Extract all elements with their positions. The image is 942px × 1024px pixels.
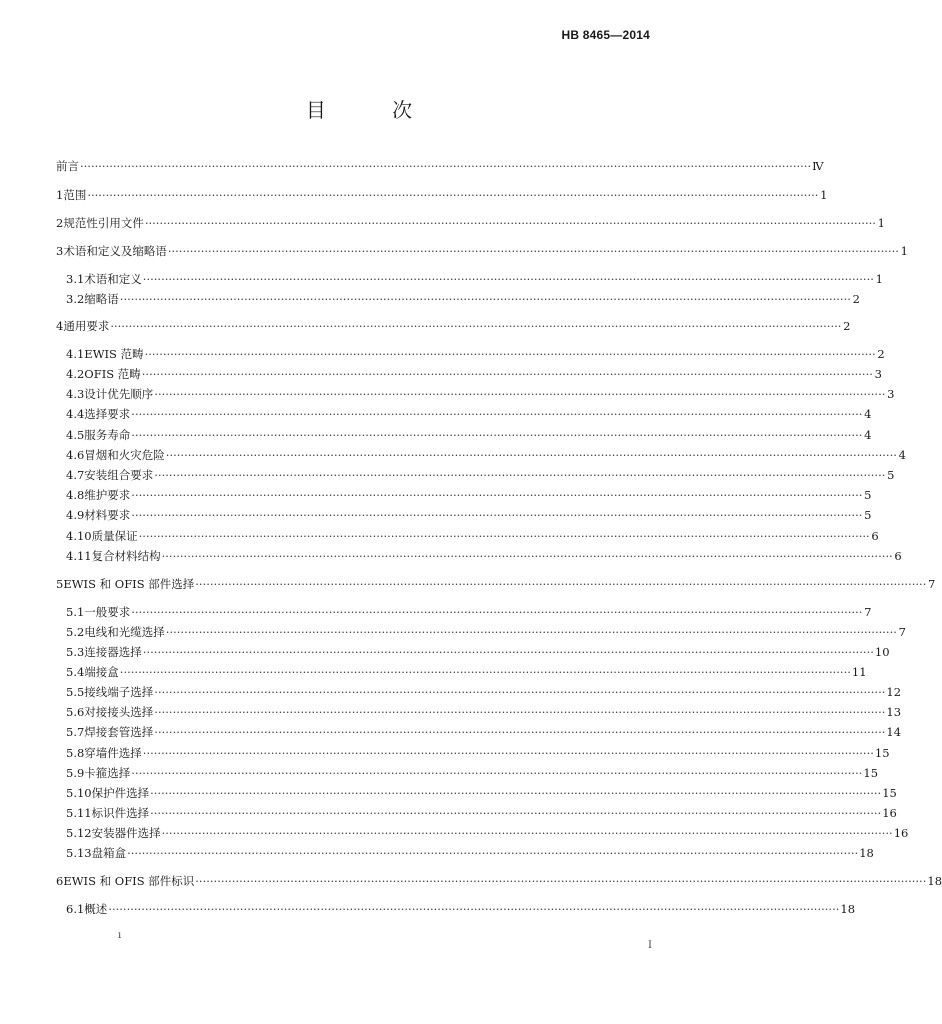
toc-entry-label: 范围	[63, 188, 87, 202]
toc-entry-label: 缩略语	[84, 292, 119, 306]
toc-entry-number: 5.13	[66, 846, 92, 860]
toc-entry-number: 4.4	[66, 407, 85, 421]
toc-entry-label: 术语和定义及缩略语	[63, 244, 167, 258]
toc-entry-label: 材料要求	[84, 508, 131, 522]
dot-leader: ········································································································································································································	[141, 367, 873, 381]
toc-entry[interactable]	[66, 844, 874, 862]
toc-entry[interactable]	[66, 744, 890, 762]
dot-leader: ········································································································································································································	[108, 902, 840, 916]
toc-entry-number: 3.2	[66, 292, 85, 306]
toc-entry-label: 一般要求	[84, 605, 131, 619]
dot-leader: ········································································································································································································	[154, 725, 886, 739]
dot-leader: ········································································································································································································	[165, 625, 897, 639]
toc-entry-number: 4.6	[66, 448, 85, 462]
toc-entry-number: 4.9	[66, 508, 85, 522]
toc-entry[interactable]	[66, 446, 906, 464]
dot-leader: ········································································································································································································	[154, 468, 886, 482]
standard-code: HB 8465—2014	[561, 28, 650, 42]
toc-entry-label: 穿墙件选择	[84, 746, 142, 760]
toc-entry[interactable]	[66, 804, 897, 822]
toc-entry[interactable]	[66, 270, 883, 288]
toc-entry-number: 5.6	[66, 705, 85, 719]
toc-entry[interactable]	[56, 186, 828, 204]
toc-entry-page: 15	[874, 746, 890, 760]
toc-entry-page: 2	[852, 292, 860, 306]
toc-entry-number: 4.3	[66, 387, 85, 401]
toc-entry[interactable]	[66, 365, 882, 383]
toc-entry-label: 前言	[56, 159, 79, 173]
toc-entry-number: 4.7	[66, 468, 85, 482]
toc-entry-label: 对接接头选择	[84, 705, 154, 719]
toc-entry-number: 5.9	[66, 766, 85, 780]
toc-entry-label: 质量保证	[91, 529, 138, 543]
toc-entry-page: 15	[882, 786, 897, 800]
toc-entry-label: 冒烟和火灾危险	[84, 448, 165, 462]
toc-entry-label: 保护件选择	[91, 786, 150, 800]
dot-leader: ········································································································································································································	[154, 705, 886, 719]
toc-entry-page: 13	[886, 705, 902, 719]
dot-leader: ········································································································································································································	[167, 244, 899, 258]
toc-entry-page: 5	[887, 468, 895, 482]
dot-leader: ········································································································································································································	[131, 488, 863, 502]
toc-entry[interactable]	[66, 290, 860, 308]
toc-entry-label: EWIS 和 OFIS 部件标识	[63, 874, 195, 888]
toc-entry-number: 5	[56, 577, 64, 591]
dot-leader: ········································································································································································································	[154, 387, 886, 401]
toc-entry-page: 1	[877, 216, 885, 230]
toc-entry-label: 电线和光缆选择	[84, 625, 165, 639]
page-number: I	[648, 940, 652, 951]
toc-entry-label: 标识件选择	[91, 806, 150, 820]
toc-entry-label: 复合材料结构	[91, 549, 161, 563]
dot-leader: ········································································································································································································	[161, 549, 893, 563]
toc-entry-page: 4	[864, 428, 872, 442]
toc-entry-label: 规范性引用文件	[63, 216, 144, 230]
toc-entry[interactable]	[66, 683, 902, 701]
toc-entry[interactable]	[66, 643, 890, 661]
dot-leader: ········································································································································································································	[131, 428, 863, 442]
toc-entry-number: 4.10	[66, 529, 92, 543]
dot-leader: ········································································································································································································	[87, 188, 819, 202]
toc-entry[interactable]	[66, 764, 879, 782]
toc-entry-number: 6	[56, 874, 64, 888]
dot-leader: ········································································································································································································	[150, 806, 882, 820]
toc-entry[interactable]	[66, 703, 902, 721]
toc-entry-label: OFIS 范畴	[84, 367, 141, 381]
toc-entry-page: 7	[928, 577, 936, 591]
toc-entry-number: 3.1	[66, 272, 85, 286]
toc-entry[interactable]	[66, 784, 897, 802]
dot-leader: ········································································································································································································	[165, 448, 897, 462]
toc-entry-number: 4.8	[66, 488, 85, 502]
toc-entry-page: 18	[859, 846, 874, 860]
toc-entry-number: 4.2	[66, 367, 85, 381]
toc-entry-page: 3	[887, 387, 895, 401]
dot-leader: ········································································································································································································	[195, 874, 927, 888]
dot-leader: ········································································································································································································	[154, 685, 886, 699]
toc-entry-label: 概述	[84, 902, 108, 916]
toc-entry-label: EWIS 范畴	[84, 347, 144, 361]
toc-entry[interactable]	[66, 426, 872, 444]
toc-entry-page: 5	[864, 488, 872, 502]
toc-entry-number: 5.4	[66, 665, 85, 679]
toc-entry-page: 5	[864, 508, 872, 522]
toc-entry[interactable]	[66, 663, 867, 681]
toc-entry[interactable]	[66, 486, 872, 504]
toc-entry[interactable]	[56, 872, 942, 890]
dot-leader: ········································································································································································································	[119, 665, 851, 679]
toc-entry[interactable]	[56, 157, 824, 175]
toc-entry-number: 5.10	[66, 786, 92, 800]
dot-leader: ········································································································································································································	[131, 766, 863, 780]
toc-entry-page: 7	[864, 605, 872, 619]
dot-leader: ········································································································································································································	[131, 605, 863, 619]
toc-entry-number: 4.5	[66, 428, 85, 442]
toc-entry-label: 选择要求	[84, 407, 131, 421]
toc-entry-label: 设计优先顺序	[84, 387, 154, 401]
toc-entry-number: 5.1	[66, 605, 85, 619]
toc-entry-page: 6	[894, 549, 902, 563]
scan-mark: ı	[118, 930, 122, 941]
toc-entry-label: 服务寿命	[84, 428, 131, 442]
toc-entry-page: 1	[820, 188, 828, 202]
toc-entry-page: 18	[840, 902, 856, 916]
dot-leader: ········································································································································································································	[150, 786, 882, 800]
toc-entry-label: 焊接套管选择	[84, 725, 154, 739]
toc-entry-page: 3	[874, 367, 882, 381]
toc-entry-number: 2	[56, 216, 64, 230]
toc-entry[interactable]	[66, 345, 885, 363]
toc-entry[interactable]	[66, 466, 895, 484]
toc-entry-page: 4	[864, 407, 872, 421]
toc-entry-number: 5.2	[66, 625, 85, 639]
toc-entry[interactable]	[66, 385, 895, 403]
toc-entry-number: 6.1	[66, 902, 85, 916]
toc-entry-number: 1	[56, 188, 64, 202]
toc-entry[interactable]	[66, 723, 902, 741]
toc-entry-label: 连接器选择	[84, 645, 142, 659]
toc-entry[interactable]	[66, 603, 872, 621]
toc-entry-number: 4	[56, 319, 64, 333]
toc-entry-label: 安装器件选择	[91, 826, 161, 840]
toc-entry[interactable]	[66, 547, 902, 565]
toc-entry-label: 通用要求	[63, 319, 110, 333]
dot-leader: ········································································································································································································	[138, 529, 870, 543]
toc-entry-page: 2	[877, 347, 885, 361]
toc-entry-number: 4.11	[66, 549, 92, 563]
toc-entry-number: 4.1	[66, 347, 85, 361]
toc-entry-page: 10	[874, 645, 890, 659]
toc-entry-label: 维护要求	[84, 488, 131, 502]
dot-leader: ········································································································································································································	[161, 826, 893, 840]
toc-entry-label: EWIS 和 OFIS 部件选择	[63, 577, 195, 591]
dot-leader: ········································································································································································································	[142, 746, 874, 760]
toc-entry-page: 14	[886, 725, 902, 739]
toc-entry[interactable]	[66, 824, 909, 842]
dot-leader: ········································································································································································································	[127, 846, 859, 860]
toc-entry-page: 6	[871, 529, 879, 543]
toc-entry-page: 16	[882, 806, 897, 820]
toc-entry[interactable]	[66, 527, 879, 545]
toc-entry[interactable]	[56, 317, 851, 335]
toc-entry[interactable]	[66, 405, 872, 423]
dot-leader: ········································································································································································································	[142, 272, 874, 286]
dot-leader: ········································································································································································································	[80, 159, 812, 173]
toc-entry-page: 4	[898, 448, 906, 462]
toc-entry-label: 安装组合要求	[84, 468, 154, 482]
toc-entry-page: 7	[898, 625, 906, 639]
toc-entry-number: 5.7	[66, 725, 85, 739]
dot-leader: ········································································································································································································	[131, 508, 863, 522]
toc-entry-page: 16	[893, 826, 909, 840]
toc-entry[interactable]	[56, 242, 908, 260]
toc-entry-label: 盘箱盒	[91, 846, 127, 860]
toc-entry-page: 18	[927, 874, 942, 888]
toc-entry[interactable]	[56, 214, 885, 232]
toc-entry[interactable]	[56, 575, 936, 593]
toc-entry-label: 卡箍选择	[84, 766, 131, 780]
toc-entry-number: 3	[56, 244, 64, 258]
page-title: 目 次	[305, 98, 443, 122]
dot-leader: ········································································································································································································	[144, 216, 876, 230]
dot-leader: ········································································································································································································	[144, 347, 876, 361]
dot-leader: ········································································································································································································	[142, 645, 874, 659]
toc-entry-label: 接线端子选择	[84, 685, 154, 699]
toc-entry-label: 术语和定义	[84, 272, 142, 286]
toc-entry-number: 5.8	[66, 746, 85, 760]
toc-entry-number: 5.3	[66, 645, 85, 659]
toc-entry-page: 12	[886, 685, 902, 699]
toc-entry-label: 端接盒	[84, 665, 119, 679]
toc-entry-number: 5.12	[66, 826, 92, 840]
dot-leader: ········································································································································································································	[110, 319, 842, 333]
toc-entry-page: 1	[900, 244, 908, 258]
toc-entry-page: 11	[851, 665, 867, 679]
toc-entry[interactable]	[66, 900, 856, 918]
dot-leader: ········································································································································································································	[195, 577, 927, 591]
toc-entry-page: Ⅳ	[812, 159, 824, 173]
toc-entry[interactable]	[66, 623, 906, 641]
dot-leader: ········································································································································································································	[119, 292, 851, 306]
toc-entry-page: 1	[875, 272, 883, 286]
toc-entry-number: 5.5	[66, 685, 85, 699]
toc-entry-page: 15	[863, 766, 879, 780]
dot-leader: ········································································································································································································	[131, 407, 863, 421]
toc-entry-page: 2	[843, 319, 851, 333]
toc-entry-number: 5.11	[66, 806, 92, 820]
toc-entry[interactable]	[66, 506, 872, 524]
